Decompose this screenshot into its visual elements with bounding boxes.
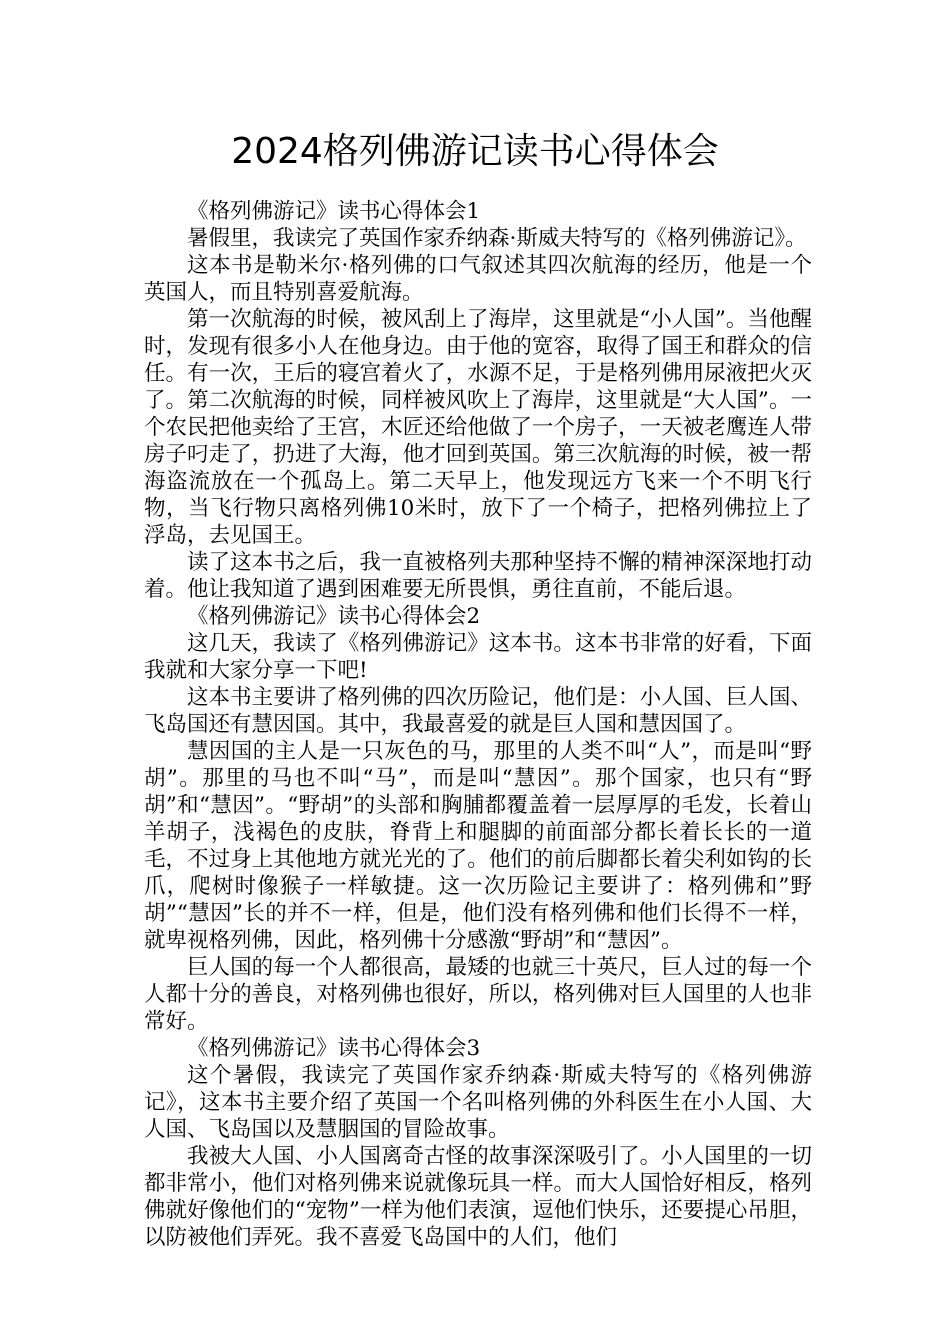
paragraph: 巨人国的每一个人都很高，最矮的也就三十英尺，巨人过的每一个人都十分的善良，对格列佛也很好，所以，格列佛对巨人国里的人也非常好。 — [144, 955, 812, 1034]
document-title: 2024格列佛游记读书心得体会 — [231, 131, 719, 172]
paragraph: 这本书是勒米尔·格列佛的口气叙述其四次航海的经历，他是一个英国人，而且特别喜爱航海。 — [144, 253, 812, 305]
section-heading-2: 《格列佛游记》读书心得体会2 — [187, 604, 481, 629]
paragraph: 暑假里，我读完了英国作家乔纳森·斯威夫特写的《格列佛游记》。 — [187, 226, 807, 251]
document-body — [144, 198, 812, 1251]
paragraph: 第一次航海的时候，被风刮上了海岸，这里就是“小人国”。当他醒时，发现有很多小人在他身边。由于他的宽容，取得了国王和群众的信任。有一次，王后的寝宫着火了，水源不足，于是格列佛用尿液把火灭了。第二次航海的时候，同样被风吹上了海岸，这里就是“大人国”。一个农民把他卖给了王宫，木匠还给他做了一个房子，一天被老鹰连人带房子叼走了，扔进了大海，他才回到英国。第三次航海的时候，被一帮海盗流放在一个孤岛上。第二天早上，他发现远方飞来一个不明飞行物，当飞行物只离格列佛10米时，放下了一个椅子，把格列佛拉上了浮岛，去见国王。 — [144, 307, 812, 548]
section-heading-1: 《格列佛游记》读书心得体会1 — [187, 199, 481, 224]
paragraph: 我被大人国、小人国离奇古怪的故事深深吸引了。小人国里的一切都非常小，他们对格列佛来说就像玩具一样。而大人国恰好相反，格列佛就好像他们的“宠物”一样为他们表演，逗他们快乐，还要提心吊胆，以防被他们弄死。我不喜爱飞岛国中的人们，他们 — [144, 1144, 812, 1250]
paragraph: 这个暑假，我读完了英国作家乔纳森·斯威夫特写的《格列佛游记》，这本书主要介绍了英国一个名叫格列佛的外科医生在小人国、大人国、飞岛国以及慧胭国的冒险故事。 — [144, 1063, 812, 1142]
paragraph: 读了这本书之后，我一直被格列夫那种坚持不懈的精神深深地打动着。他让我知道了遇到困难要无所畏惧，勇往直前，不能后退。 — [144, 550, 812, 602]
paragraph: 这几天，我读了《格列佛游记》这本书。这本书非常的好看，下面我就和大家分享一下吧! — [144, 631, 812, 683]
paragraph: 慧因国的主人是一只灰色的马，那里的人类不叫“人”，而是叫“野胡”。那里的马也不叫“马”，而是叫“慧因”。那个国家，也只有“野胡”和“慧因”。“野胡”的头部和胸脯都覆盖着一层厚厚的毛发，长着山羊胡子，浅褐色的皮肤，脊背上和腿脚的前面部分都长着长长的一道毛，不过身上其他地方就光光的了。他们的前后脚都长着尖利如钩的长爪，爬树时像猴子一样敏捷。这一次历险记主要讲了：格列佛和”野胡”“慧因”长的并不一样，但是，他们没有格列佛和他们长得不一样，就卑视格列佛，因此，格列佛十分感激“野胡”和“慧因”。 — [144, 739, 812, 953]
section-heading-3: 《格列佛游记》读书心得体会3 — [187, 1036, 481, 1061]
paragraph: 这本书主要讲了格列佛的四次历险记，他们是：小人国、巨人国、飞岛国还有慧因国。其中，我最喜爱的就是巨人国和慧因国了。 — [144, 685, 812, 737]
